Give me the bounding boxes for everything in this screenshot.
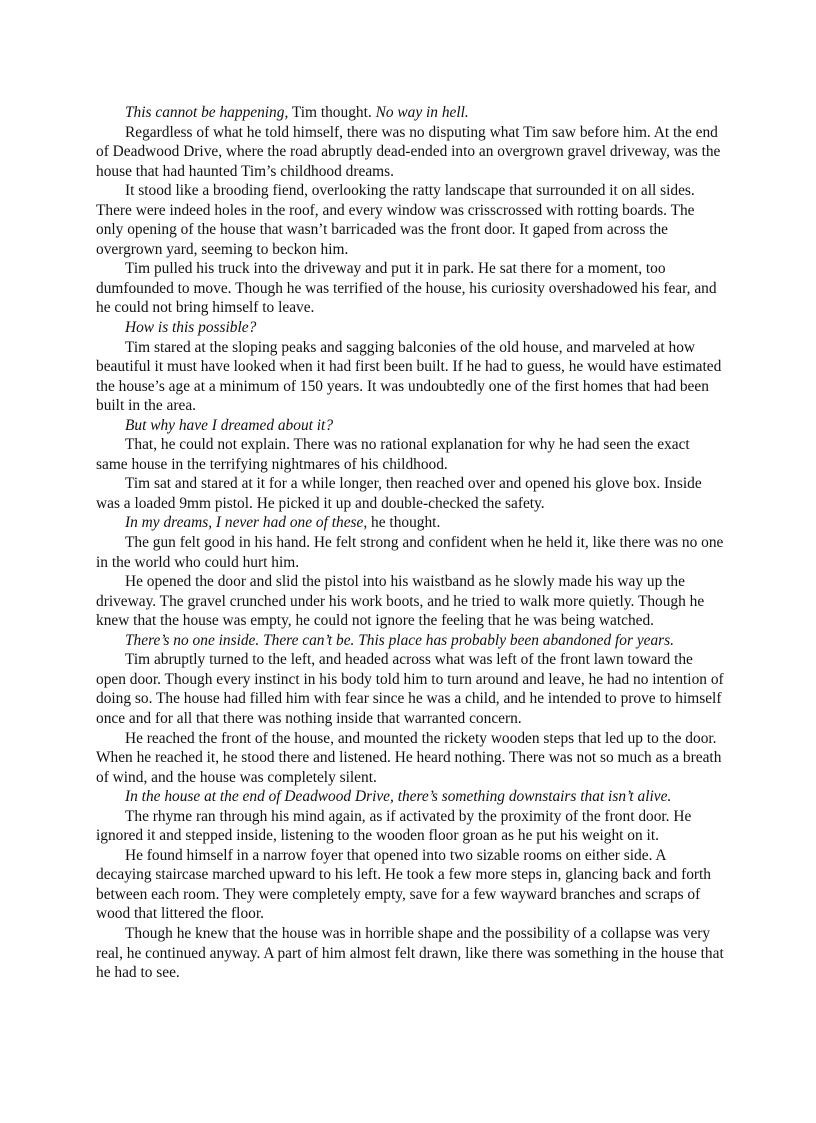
paragraph-text: The rhyme ran through his mind again, as if activated by the proximity of the front door. He ignored it and stepped inside, listening to the wooden floor groan as he put his weight on it. [96,807,692,845]
italic-text: How is this possible? [125,319,257,337]
paragraph-text: Though he knew that the house was in horrible shape and the possibility of a collapse was very real, he continued anyway. A part of him almost felt drawn, like there was something in the house that he had to see. [96,924,724,982]
paragraph [96,435,724,474]
italic-text: But why have I dreamed about it? [125,416,334,434]
paragraph [96,123,724,182]
paragraph-text: Tim abruptly turned to the left, and headed across what was left of the front lawn toward the open door. Though every instinct in his body told him to turn around and leave, he had no intention of doing so. The house had filled him with fear since he was a child, and he intended to prove to himself once and for all that there was nothing inside that warranted concern. [96,651,724,727]
paragraph [96,513,724,533]
paragraph [96,924,724,983]
paragraph [96,338,724,416]
italic-text: In my dreams, I never had one of these, [125,514,368,532]
paragraph [96,318,724,338]
paragraph [96,807,724,846]
paragraph-text: He opened the door and slid the pistol into his waistband as he slowly made his way up the driveway. The gravel crunched under his work boots, and he tried to walk more quietly. Though he knew that the house was empty, he could not ignore the feeling that he was being watched. [96,573,705,630]
paragraph-text: Tim thought. [288,104,376,121]
paragraph [96,787,724,807]
paragraph [96,474,724,513]
paragraph [96,103,724,123]
paragraph [96,572,724,631]
italic-text: In the house at the end of Deadwood Drive, there’s something downstairs that isn’t alive. [125,788,672,806]
italic-text: No way in hell. [375,104,469,121]
paragraph [96,729,724,788]
paragraph [96,259,724,318]
story-text [96,103,724,983]
paragraph [96,181,724,259]
italic-text: This cannot be happening, [125,104,289,121]
paragraph [96,533,724,572]
paragraph-text: The gun felt good in his hand. He felt strong and confident when he held it, like there was no one in the world who could hurt him. [96,534,724,571]
paragraph-text: Tim pulled his truck into the driveway and put it in park. He sat there for a moment, too dumfounded to move. Though he was terrified of the house, his curiosity overshadowed his fear, and he could not bring himself to leave. [96,260,717,317]
paragraph-text: Tim stared at the sloping peaks and sagging balconies of the old house, and marveled at how beautiful it must have looked when it had first been built. If he had to guess, he would have estimated the house’s age at a minimum of 150 years. It was undoubtedly one of the first homes that had been built in the area. [96,338,722,415]
italic-text: There’s no one inside. There can’t be. This place has probably been abandoned for years. [125,631,675,649]
paragraph-text: That, he could not explain. There was no rational explanation for why he had seen the exact same house in the terrifying nightmares of his childhood. [96,436,690,473]
paragraph-text: Regardless of what he told himself, there was no disputing what Tim saw before him. At the end of Deadwood Drive, where the road abruptly dead-ended into an overgrown gravel driveway, was the house that had haunted Tim’s childhood dreams. [96,123,721,180]
paragraph-text: It stood like a brooding fiend, overlooking the ratty landscape that surrounded it on all sides. There were indeed holes in the roof, and every window was crisscrossed with rotting boards. The only opening of the house that wasn’t barricaded was the front door. It gaped from across the overgrown yard, seeming to beckon him. [96,182,695,258]
paragraph [96,846,724,924]
paragraph-text: he thought. [367,514,441,532]
paragraph [96,650,724,728]
paragraph-text: He reached the front of the house, and mounted the rickety wooden steps that led up to the door. When he reached it, he stood there and listened. He heard nothing. There was not so much as a breath of wind, and the house was completely silent. [96,729,722,786]
paragraph [96,416,724,436]
paragraph [96,631,724,651]
paragraph-text: He found himself in a narrow foyer that opened into two sizable rooms on either side. A decaying staircase marched upward to his left. He took a few more steps in, glancing back and forth between each room. They were completely empty, save for a few wayward branches and scraps of wood that littered the floor. [96,846,711,923]
paragraph-text: Tim sat and stared at it for a while longer, then reached over and opened his glove box. Inside was a loaded 9mm pistol. He picked it up and double-checked the safety. [96,475,702,512]
